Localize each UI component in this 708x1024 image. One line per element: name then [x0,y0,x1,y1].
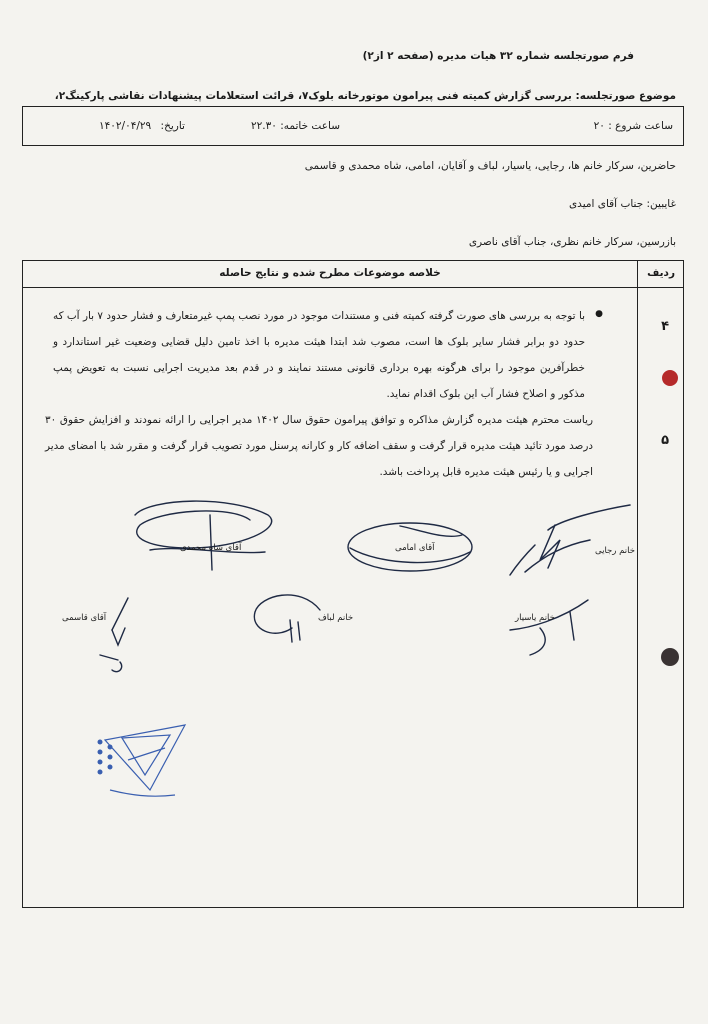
punch-hole [661,648,679,666]
date-value: ۱۴۰۲/۰۴/۲۹ [99,120,152,132]
end-time: ساعت خاتمه: ۲۲.۳۰ [251,120,341,132]
signature-label-rajaei: خانم رجایی [595,546,635,556]
column-header-summary: خلاصه موضوعات مطرح شده و نتایج حاصله [219,267,441,279]
signature-labbaf [254,595,320,642]
start-time: ساعت شروع : ۲۰ [593,120,673,132]
signature-yasiar [510,600,588,655]
signature-label-yasiar: خانم یاسیار [515,613,555,623]
row-number: ۴ [661,319,669,334]
signature-label-emami: آقای امامی [395,543,435,553]
absent-list: غایبین: جناب آقای امیدی [568,198,676,210]
signature-label-labbaf: خانم لباف [318,613,354,623]
stamp-seal [98,725,186,796]
subject-label: موضوع صورتجلسه: [575,90,676,102]
signature-rajaei [510,505,630,575]
row-text: با توجه به بررسی های صورت گرفته کمیته فنی و مستندات موجود در مورد نصب پمپ غیرمتعارف و فشار حدود ۷ بار آب که حدود دو برابر فشار سایر بلوک ها است، مصوب شد ابتدا هیئت مدیره با اخذ تامین دلیل قضایی وضعیت غیر استاندارد و خطرآفرین موجود را برای هرگونه بهره برداری قانونی مستند نمایند و در قدم بعد مدیریت اجرایی نسبت به تعویض پمپ مذکور و اصلاح فشار آب این بلوک اقدام نماید. [53,310,586,400]
signature-ghasemi [100,598,128,672]
punch-hole [662,370,678,386]
row-text: ریاست محترم هیئت مدیره گزارش مذاکره و توافق پیرامون حقوق سال ۱۴۰۲ مدیر اجرایی را ارائه نمودند و افزایش حقوق ۳۰ درصد مورد تائید هیئت مدیره قرار گرفت و سقف اضافه کار و کارانه پرسنل مورد تصویب قرار گرفت و مقرر شد با امضای مدیر اجرایی و یا رئیس هیئت مدیره قابل پرداخت باشد. [45,414,593,478]
bullet-icon: ● [595,309,603,319]
date-label: تاریخ: [160,120,185,132]
inspectors-list: بازرسین، سرکار خانم نظری، جناب آقای ناصری [468,236,676,248]
form-title: فرم صورتجلسه شماره ۳۲ هیات مدیره (صفحه ۲ از۲) [362,50,634,62]
signature-shah-mohammadi [135,501,272,570]
signature-label-shah-mohammadi: آقای شاه محمدی [180,543,242,553]
present-list: حاضرین، سرکار خانم ها، رجایی، یاسیار، لباف و آقایان، امامی، شاه محمدی و قاسمی [304,160,676,172]
subject-text: بررسی گزارش کمیته فنی پیرامون موتورخانه بلوک۷، قرائت استعلامات پیشنهادات نقاشی پارکینگ۲، [54,90,572,102]
row-number: ۵ [661,433,669,448]
column-header-radif: ردیف [647,267,675,279]
signature-label-ghasemi: آقای قاسمی [62,613,107,623]
